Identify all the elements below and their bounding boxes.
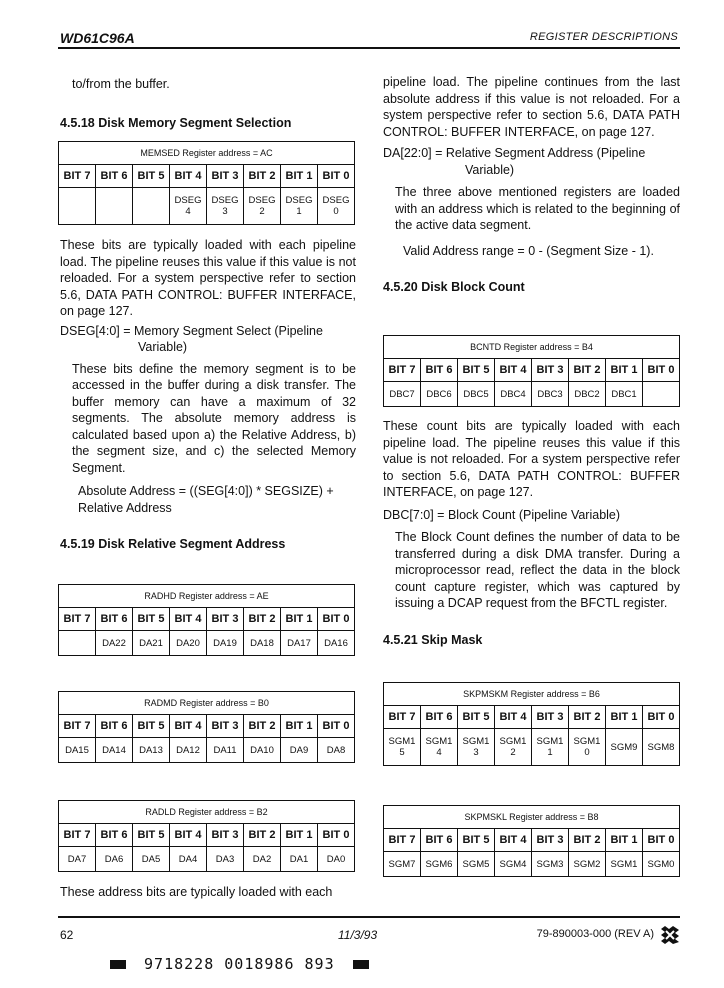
- bit-header: BIT 0: [643, 829, 680, 852]
- bit-header: BIT 1: [281, 608, 318, 631]
- register-caption: RADHD Register address = AE: [59, 585, 355, 608]
- bit-value: DBC1: [606, 382, 643, 407]
- bit-value: SGM5: [458, 852, 495, 877]
- address-bits-paragraph: These address bits are typically loaded with each: [60, 885, 333, 899]
- bit-value: SGM4: [495, 852, 532, 877]
- bit-value: DA10: [244, 738, 281, 763]
- bit-value: DBC2: [569, 382, 606, 407]
- bit-header: BIT 5: [458, 829, 495, 852]
- section-4-5-20-title: 4.5.20 Disk Block Count: [383, 280, 525, 294]
- bit-header: BIT 3: [207, 824, 244, 847]
- bit-value: SGM1 4: [421, 729, 458, 766]
- bit-value: SGM8: [643, 729, 680, 766]
- barcode-number: 9718228 0018986 893: [144, 955, 335, 973]
- skpmskl-register-table: [383, 805, 680, 877]
- section-4-5-21-title: 4.5.21 Skip Mask: [383, 632, 483, 647]
- left-column: [60, 76, 356, 131]
- bit-value: DA16: [318, 631, 355, 656]
- bit-value: SGM2: [569, 852, 606, 877]
- bit-value: DBC6: [421, 382, 458, 407]
- bit-value: [96, 188, 133, 225]
- bit-value: SGM1 3: [458, 729, 495, 766]
- bit-value: DA7: [59, 847, 96, 872]
- bit-value: SGM6: [421, 852, 458, 877]
- bit-header: BIT 7: [59, 824, 96, 847]
- valid-address-range: Valid Address range = 0 - (Segment Size - 1).: [403, 243, 654, 258]
- bit-value: DSEG 3: [207, 188, 244, 225]
- bit-header: BIT 6: [96, 715, 133, 738]
- bit-header: BIT 2: [244, 824, 281, 847]
- bit-value: DA17: [281, 631, 318, 656]
- bcntd-description: [383, 418, 680, 648]
- bit-value: DA0: [318, 847, 355, 872]
- bit-value: SGM1 2: [495, 729, 532, 766]
- memsed-description: [60, 237, 356, 553]
- bit-value: DBC5: [458, 382, 495, 407]
- register-caption: MEMSED Register address = AC: [59, 142, 355, 165]
- bit-value: DSEG 1: [281, 188, 318, 225]
- bit-header: BIT 2: [569, 829, 606, 852]
- bit-header: BIT 7: [384, 359, 421, 382]
- bit-header: BIT 6: [421, 829, 458, 852]
- bit-header: BIT 0: [318, 165, 355, 188]
- bit-header: BIT 6: [96, 165, 133, 188]
- bit-value: SGM7: [384, 852, 421, 877]
- bit-value: DA9: [281, 738, 318, 763]
- bit-header: BIT 4: [495, 706, 532, 729]
- bit-header: BIT 4: [170, 608, 207, 631]
- bit-value: DA19: [207, 631, 244, 656]
- bit-header: BIT 5: [133, 165, 170, 188]
- register-caption: RADMD Register address = B0: [59, 692, 355, 715]
- bit-header: BIT 5: [133, 715, 170, 738]
- bit-value: SGM0: [643, 852, 680, 877]
- bit-value: SGM3: [532, 852, 569, 877]
- register-caption: RADLD Register address = B2: [59, 801, 355, 824]
- bit-header: BIT 1: [606, 706, 643, 729]
- bit-header: BIT 6: [96, 608, 133, 631]
- bit-header: BIT 0: [318, 715, 355, 738]
- bit-header: BIT 3: [207, 608, 244, 631]
- formula-line1: Absolute Address = ((SEG[4:0]) * SEGSIZE) +: [78, 484, 334, 498]
- bit-value: DA6: [96, 847, 133, 872]
- bit-value: [133, 188, 170, 225]
- bit-header: BIT 1: [281, 715, 318, 738]
- bit-value: SGM1 1: [532, 729, 569, 766]
- bit-header: BIT 1: [606, 359, 643, 382]
- bit-header: BIT 7: [59, 715, 96, 738]
- barcode-block-right: [353, 960, 369, 969]
- count-bits-paragraph: These count bits are typically loaded with each pipeline load. The pipeline reuses this value if this value is not reloaded. For a system perspective refer to section 5.6, DATA PATH CONTROL: BUFFER INTERFACE, on page 127.: [383, 419, 680, 499]
- skpmskm-register-table: [383, 682, 680, 766]
- bit-value: DA12: [170, 738, 207, 763]
- bit-header: BIT 4: [170, 165, 207, 188]
- barcode-block-left: [110, 960, 126, 969]
- memsed-register-table: [58, 141, 355, 225]
- bit-header: BIT 5: [458, 706, 495, 729]
- doc-title: WD61C96A: [60, 30, 135, 46]
- bit-value: DA13: [133, 738, 170, 763]
- bit-value: DA1: [281, 847, 318, 872]
- document-number: 79-890003-000 (REV A): [536, 928, 654, 940]
- register-caption: SKPMSKL Register address = B8: [384, 806, 680, 829]
- bit-header: BIT 2: [569, 359, 606, 382]
- bit-value: DA22: [96, 631, 133, 656]
- radmd-register-table: [58, 691, 355, 763]
- bit-header: BIT 7: [59, 165, 96, 188]
- bit-header: BIT 3: [532, 829, 569, 852]
- bcntd-register-table: [383, 335, 680, 407]
- bit-header: BIT 2: [244, 715, 281, 738]
- footer-rule: [58, 916, 680, 918]
- bit-value: DA20: [170, 631, 207, 656]
- bit-header: BIT 2: [244, 165, 281, 188]
- bit-header: BIT 6: [421, 359, 458, 382]
- radld-description: [60, 884, 356, 901]
- register-caption: BCNTD Register address = B4: [384, 336, 680, 359]
- dbc-definition: DBC[7:0] = Block Count (Pipeline Variable): [383, 507, 621, 522]
- bit-value: DSEG 2: [244, 188, 281, 225]
- bit-value: [59, 188, 96, 225]
- bit-header: BIT 4: [495, 829, 532, 852]
- bit-header: BIT 0: [318, 824, 355, 847]
- bit-header: BIT 7: [384, 829, 421, 852]
- bit-value: DA8: [318, 738, 355, 763]
- bit-header: BIT 3: [532, 359, 569, 382]
- section-4-5-19-title: 4.5.19 Disk Relative Segment Address: [60, 537, 286, 551]
- page-number: 62: [60, 928, 74, 942]
- barcode-line: [110, 955, 369, 973]
- bit-header: BIT 7: [59, 608, 96, 631]
- bit-header: BIT 2: [244, 608, 281, 631]
- three-registers-paragraph: The three above mentioned registers are loaded with an address which is related to the beginning of the active data segment.: [395, 185, 680, 232]
- bit-value: DA5: [133, 847, 170, 872]
- bit-header: BIT 4: [170, 715, 207, 738]
- pipeline-paragraph: pipeline load. The pipeline continues from the last absolute address if this value is not reloaded. For a system perspective refer to section 5.6, DATA PATH CONTROL: BUFFER INTERFACE, on page 127.: [383, 75, 680, 139]
- header-rule: [58, 47, 680, 49]
- bit-value: DA21: [133, 631, 170, 656]
- bit-value: SGM1: [606, 852, 643, 877]
- intro-text: to/from the buffer.: [72, 77, 170, 91]
- bit-value: DA3: [207, 847, 244, 872]
- bit-header: BIT 2: [569, 706, 606, 729]
- bit-header: BIT 5: [133, 608, 170, 631]
- footer-date: 11/3/93: [338, 928, 378, 942]
- bit-value: DSEG 0: [318, 188, 355, 225]
- bit-value: SGM9: [606, 729, 643, 766]
- formula-line2: Relative Address: [78, 500, 172, 515]
- bit-value: DA18: [244, 631, 281, 656]
- bit-header: BIT 1: [281, 165, 318, 188]
- radld-register-table: [58, 800, 355, 872]
- bit-value: DA15: [59, 738, 96, 763]
- bit-value: [643, 382, 680, 407]
- register-caption: SKPMSKM Register address = B6: [384, 683, 680, 706]
- wd-logo-icon: [660, 925, 680, 945]
- radhd-register-table: [58, 584, 355, 656]
- bit-value: DBC4: [495, 382, 532, 407]
- bit-value: SGM1 5: [384, 729, 421, 766]
- bit-header: BIT 3: [532, 706, 569, 729]
- bit-value: DBC3: [532, 382, 569, 407]
- bit-value: DBC7: [384, 382, 421, 407]
- bit-header: BIT 5: [133, 824, 170, 847]
- bit-header: BIT 1: [281, 824, 318, 847]
- right-column: [383, 74, 680, 296]
- dseg-definition-cont: Variable): [138, 340, 188, 354]
- bit-header: BIT 3: [207, 165, 244, 188]
- bit-header: BIT 7: [384, 706, 421, 729]
- bit-header: BIT 3: [207, 715, 244, 738]
- bit-value: [59, 631, 96, 656]
- dseg-definition: DSEG[4:0] = Memory Segment Select (Pipeline: [60, 323, 323, 338]
- bit-header: BIT 4: [170, 824, 207, 847]
- bit-header: BIT 0: [643, 359, 680, 382]
- dseg-paragraph: These bits define the memory segment is to be accessed in the buffer during a disk transfer. The buffer memory can have a maximum of 32 segments. The absolute memory address is calculated based upon a) the Relative Address, b) the segment size, and c) the selected Memory Segment.: [72, 361, 356, 475]
- bit-header: BIT 4: [495, 359, 532, 382]
- section-header: REGISTER DESCRIPTIONS: [529, 31, 678, 43]
- da-definition-cont: Variable): [465, 162, 515, 177]
- block-count-paragraph: The Block Count defines the number of data to be transferred during a disk DMA transfer. During a microprocessor read, reflect the data in the block count capture register, which was captured by issuing a DCAP request from the BFCTL register.: [395, 530, 680, 610]
- memsed-paragraph: These bits are typically loaded with each pipeline load. The pipeline reuses this value if this value is not reloaded. For a system perspective refer to section 5.6, DATA PATH CONTROL: BUFFER INTERFACE, on page 127.: [60, 238, 356, 318]
- bit-value: DA14: [96, 738, 133, 763]
- bit-value: DSEG 4: [170, 188, 207, 225]
- bit-header: BIT 6: [96, 824, 133, 847]
- bit-value: DA11: [207, 738, 244, 763]
- section-4-5-18-title: 4.5.18 Disk Memory Segment Selection: [60, 115, 292, 130]
- bit-header: BIT 5: [458, 359, 495, 382]
- bit-header: BIT 0: [643, 706, 680, 729]
- bit-header: BIT 6: [421, 706, 458, 729]
- bit-value: DA2: [244, 847, 281, 872]
- bit-header: BIT 1: [606, 829, 643, 852]
- bit-value: SGM1 0: [569, 729, 606, 766]
- da-definition: DA[22:0] = Relative Segment Address (Pipeline: [383, 146, 646, 160]
- bit-value: DA4: [170, 847, 207, 872]
- bit-header: BIT 0: [318, 608, 355, 631]
